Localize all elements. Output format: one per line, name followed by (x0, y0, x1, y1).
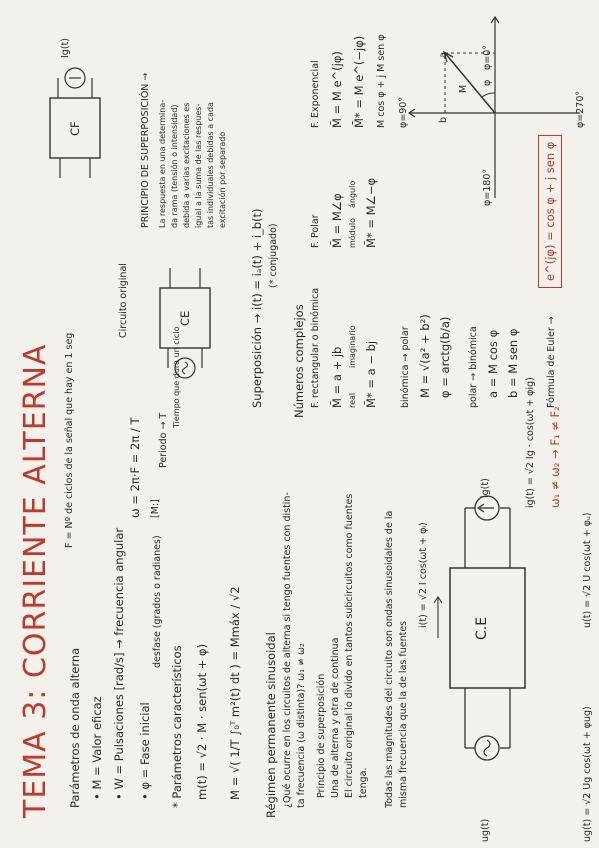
polar-to-bin-a: a = M cos φ (486, 329, 500, 398)
source-ug-label: ug(t) (480, 818, 491, 842)
angle-0: φ=0° (482, 44, 493, 70)
bin-to-polar-phi: φ = arctg(b/a) (438, 316, 452, 398)
param-W: • W = Pulsaciones [rad/s] → frecuencia angular (112, 527, 126, 800)
euler-label: Fórmula de Euler → (546, 316, 557, 408)
cf-label: CF (68, 121, 82, 136)
param-omega: ω = 2π·F = 2π / T (128, 417, 142, 518)
polar-mod: módulo (348, 218, 357, 248)
polar-to-bin-b: b = M sen φ (506, 328, 520, 398)
param-units: [M:] (150, 499, 161, 518)
superposition-text3: debida a varias excitaciones es (182, 102, 191, 228)
rms-formula: M = √( 1/T ∫₀ᵀ m²(t) dt ) = Mmáx / √2 (228, 586, 242, 800)
superposition-text4: igual a la suma de las respues- (194, 103, 203, 228)
polar-conj: M̄* = M∠−φ (364, 177, 378, 248)
source-ig-label: ig(t) (480, 478, 491, 498)
circuit-orig-label: Circuito original (118, 263, 129, 338)
orig-ce-label: CE (178, 310, 192, 326)
superposition-eq: Superposición → i(t) = iₐ(t) + i_b(t) (250, 208, 264, 408)
exp-formula: M̄ = M e^(jφ) (330, 51, 344, 128)
regime-text2: ta frecuencia (ω distinta)? ω₁ ≠ ω₂ (296, 643, 307, 808)
param-phase-units: desfase (grados o radianes) (152, 535, 163, 668)
param-f: F = Nº de ciclos de la señal que hay en 1 seg (64, 332, 75, 548)
char-formula: m(t) = √2 · M · sen(ωt + φ) (195, 643, 209, 800)
page-title: TEMA 3: CORRIENTE ALTERNA (18, 343, 53, 818)
param-period: Periodo → T (158, 412, 169, 468)
param-M: • M = Valor eficaz (90, 696, 104, 800)
euler-formula: e^(jφ) = cos φ + j sen φ (538, 135, 562, 288)
freq-condition: ω₁ ≠ ω₂ → F₁ ≠ F₂ (548, 406, 562, 508)
rect-conj: M̄* = a − bj (364, 340, 378, 408)
phasor-diagram (400, 8, 590, 208)
ig-right-label: Ig(t) (60, 38, 71, 58)
polar-to-bin: polar → binómica (468, 326, 479, 408)
rect-label: F. rectangular o binómica (310, 287, 321, 408)
rect-real: real (348, 392, 357, 408)
angle-90: φ=90° (398, 96, 409, 128)
regime-item2: Una de alterna y otra de continua (330, 637, 341, 798)
superposition-text2: da rama (tensión o intensidad) (170, 104, 179, 228)
superposition-text1: La respuesta en una determina- (158, 99, 167, 228)
regime-item1: Principio de superposición (316, 673, 327, 798)
ug-formula: ug(t) = √2 Ug cos(ωt + φug) (582, 706, 593, 842)
exp-conj: M̄* = M e^(−jφ) (352, 35, 366, 128)
char-heading: * Parámetros característicos (170, 645, 184, 808)
angle-270: φ=270° (575, 90, 586, 128)
ce-label: C.E (474, 616, 490, 640)
conj-note: (* conjugado) (268, 223, 279, 288)
bin-to-polar-M: M = √(a² + b²) (418, 314, 432, 398)
polar-formula: M̄ = M∠φ (330, 193, 344, 248)
param-period-note: Tiempo que dura un ciclo (172, 326, 181, 428)
regime-heading: Régimen permanente sinusoidal (264, 632, 278, 818)
magnitudes-text2: misma frecuencia que la de las fuentes (398, 620, 409, 808)
superposition-text6: excitación por separado (218, 131, 227, 228)
bin-to-polar: binómica → polar (400, 326, 411, 408)
regime-text1: ¿Qué ocurre en los circuitos de alterna si tengo fuentes con distin- (282, 492, 293, 808)
axis-b: b (438, 116, 449, 123)
angle-180: φ=180° (482, 168, 493, 206)
ig-formula: ig(t) = √2 Ig · cos(ωt + φig) (525, 377, 536, 508)
ut-label: u(t) = √2 U cos(ωt + φᵤ) (582, 512, 593, 628)
superposition-label: PRINCIPIO DE SUPERPOSICIÓN → (140, 72, 151, 228)
complex-heading: Números complejos (292, 304, 306, 418)
polar-label: F. Polar (310, 214, 321, 248)
rect-imag: imaginario (348, 325, 357, 368)
regime-item3: El circuito original lo divido en tantos subcircuitos como fuentes (344, 493, 355, 798)
axis-a: a (438, 52, 449, 58)
magnitudes-text1: Todas las magnitudes del circuito son ondas sinusoidales de la (384, 510, 395, 808)
polar-angle: ángulo (348, 180, 357, 208)
param-heading: Parámetros de onda alterna (68, 647, 82, 808)
vec-M: M (458, 84, 469, 93)
regime-item3b: tenga. (358, 767, 369, 798)
exp-mixed: M cos φ + j M sen φ (376, 34, 387, 128)
it-label: i(t) = √2 I cos(ωt + φᵢ) (418, 522, 429, 628)
ce-circuit-diagram (420, 468, 570, 788)
rect-formula: M̄ = a + jb (330, 346, 344, 408)
param-phi: • φ = Fase inicial (138, 702, 152, 800)
exp-label: F. Exponencial (310, 60, 321, 128)
vec-phi: φ (482, 79, 493, 86)
superposition-text5: tas individuales debidas a cada (206, 102, 215, 228)
